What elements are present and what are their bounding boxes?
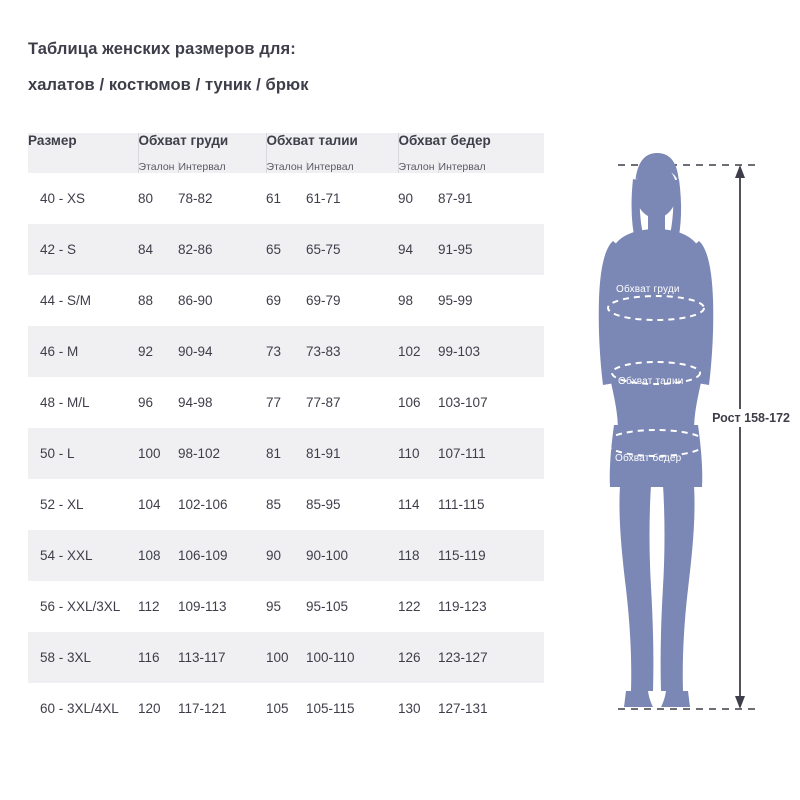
cell-hips: 130 xyxy=(398,701,421,716)
table-row xyxy=(28,377,544,428)
cell-hips: 118 xyxy=(398,530,438,581)
cell-waist_range: 73-83 xyxy=(306,326,398,377)
cell-chest_range: 90-94 xyxy=(178,326,266,377)
cell-hips: 90 xyxy=(398,191,414,206)
cell-size: 44 - S/M xyxy=(40,293,92,308)
cell-chest: 120 xyxy=(138,701,161,716)
cell-size: 58 - 3XL xyxy=(28,632,138,683)
cell-hips: 94 xyxy=(398,224,438,275)
cell-hips_range: 123-127 xyxy=(438,632,544,683)
cell-waist_range: 69-79 xyxy=(306,293,341,308)
cell-hips: 106 xyxy=(398,395,421,410)
hips-measure-label: Обхват бедер xyxy=(615,453,682,464)
cell-hips_range: 103-107 xyxy=(438,395,488,410)
cell-size: 50 - L xyxy=(28,428,138,479)
cell-hips: 110 xyxy=(398,428,438,479)
cell-size: 56 - XXL/3XL xyxy=(40,599,121,614)
cell-chest: 96 xyxy=(138,395,154,410)
header-waist: Обхват талии xyxy=(266,133,398,161)
table-row xyxy=(28,224,544,275)
cell-waist: 85 xyxy=(266,497,282,512)
cell-chest_range: 82-86 xyxy=(178,224,266,275)
cell-waist_range: 81-91 xyxy=(306,428,398,479)
cell-size: 46 - M xyxy=(28,326,138,377)
cell-chest_range: 78-82 xyxy=(178,191,213,206)
table-row xyxy=(28,275,544,326)
size-table xyxy=(28,133,544,734)
table-row xyxy=(28,632,544,683)
waist-measure-label: Обхват талии xyxy=(618,376,684,387)
page-title xyxy=(28,38,568,98)
table-row xyxy=(28,326,544,377)
cell-waist: 105 xyxy=(266,701,289,716)
table-row xyxy=(28,479,544,530)
header-chest: Обхват груди xyxy=(138,133,266,161)
header-hips: Обхват бедер xyxy=(398,133,544,161)
cell-waist_range: 90-100 xyxy=(306,530,398,581)
cell-waist: 95 xyxy=(266,599,282,614)
table-row xyxy=(28,173,544,224)
cell-chest_range: 106-109 xyxy=(178,530,266,581)
cell-chest: 112 xyxy=(138,599,160,614)
cell-chest: 108 xyxy=(138,530,178,581)
size-table-body xyxy=(28,173,544,734)
cell-chest_range: 94-98 xyxy=(178,395,213,410)
cell-waist_range: 65-75 xyxy=(306,224,398,275)
cell-hips_range: 111-115 xyxy=(438,497,485,512)
cell-waist_range: 85-95 xyxy=(306,497,341,512)
cell-chest: 100 xyxy=(138,428,178,479)
cell-hips: 114 xyxy=(398,497,420,512)
table-row xyxy=(28,581,544,632)
cell-hips_range: 119-123 xyxy=(438,599,487,614)
cell-size: 54 - XXL xyxy=(28,530,138,581)
cell-hips_range: 99-103 xyxy=(438,326,544,377)
table-row xyxy=(28,530,544,581)
cell-chest: 80 xyxy=(138,191,154,206)
cell-hips: 98 xyxy=(398,293,414,308)
height-arrow-head-bottom xyxy=(735,696,745,709)
cell-chest: 104 xyxy=(138,497,161,512)
size-table-container xyxy=(28,133,544,734)
cell-waist: 100 xyxy=(266,632,306,683)
cell-hips_range: 95-99 xyxy=(438,293,473,308)
subheader-chest-etalon: Эталон xyxy=(138,161,178,173)
cell-waist_range: 100-110 xyxy=(306,632,398,683)
height-range-label: Рост 158-172 xyxy=(708,409,790,427)
body-measurement-figure xyxy=(560,133,790,753)
cell-waist: 73 xyxy=(266,326,306,377)
cell-waist_range: 95-105 xyxy=(306,599,349,614)
cell-waist_range: 77-87 xyxy=(306,395,341,410)
cell-waist: 65 xyxy=(266,224,306,275)
table-header-groups xyxy=(28,133,544,161)
cell-chest: 84 xyxy=(138,224,178,275)
header-size: Размер xyxy=(28,133,138,161)
cell-chest: 116 xyxy=(138,632,178,683)
cell-hips_range: 127-131 xyxy=(438,701,488,716)
chest-measure-label: Обхват груди xyxy=(616,284,680,295)
cell-size: 48 - M/L xyxy=(40,395,90,410)
cell-hips: 102 xyxy=(398,326,438,377)
silhouette-svg xyxy=(560,133,790,753)
table-row xyxy=(28,428,544,479)
cell-hips_range: 87-91 xyxy=(438,191,473,206)
cell-waist_range: 61-71 xyxy=(306,191,341,206)
cell-size: 52 - XL xyxy=(40,497,84,512)
cell-chest_range: 98-102 xyxy=(178,428,266,479)
cell-chest: 88 xyxy=(138,293,154,308)
cell-waist: 69 xyxy=(266,293,282,308)
subheader-size-blank xyxy=(28,161,138,173)
cell-chest: 92 xyxy=(138,326,178,377)
cell-chest_range: 102-106 xyxy=(178,497,228,512)
cell-size: 40 - XS xyxy=(40,191,86,206)
page-title-line-1: Таблица женских размеров для: xyxy=(28,40,296,58)
table-header-subheaders xyxy=(28,161,544,173)
cell-waist: 77 xyxy=(266,395,282,410)
page-title-line-2: халатов / костюмов / туник / брюк xyxy=(28,75,309,94)
subheader-waist-etalon: Эталон xyxy=(266,161,306,173)
cell-waist: 90 xyxy=(266,530,306,581)
subheader-chest-interval: Интервал xyxy=(178,161,266,173)
subheader-waist-interval: Интервал xyxy=(306,161,398,173)
cell-hips_range: 91-95 xyxy=(438,224,544,275)
subheader-hips-interval: Интервал xyxy=(438,161,544,173)
female-silhouette xyxy=(599,153,714,707)
cell-waist_range: 105-115 xyxy=(306,701,355,716)
cell-chest_range: 86-90 xyxy=(178,293,213,308)
cell-hips: 122 xyxy=(398,599,421,614)
cell-hips_range: 115-119 xyxy=(438,530,544,581)
cell-hips: 126 xyxy=(398,632,438,683)
cell-waist: 81 xyxy=(266,428,306,479)
subheader-hips-etalon: Эталон xyxy=(398,161,438,173)
cell-chest_range: 113-117 xyxy=(178,632,266,683)
cell-size: 42 - S xyxy=(28,224,138,275)
cell-waist: 61 xyxy=(266,191,282,206)
cell-chest_range: 109-113 xyxy=(178,599,227,614)
cell-size: 60 - 3XL/4XL xyxy=(40,701,119,716)
table-row xyxy=(28,683,544,734)
cell-hips_range: 107-111 xyxy=(438,428,544,479)
cell-chest_range: 117-121 xyxy=(178,701,227,716)
height-arrow-head-top xyxy=(735,165,745,178)
